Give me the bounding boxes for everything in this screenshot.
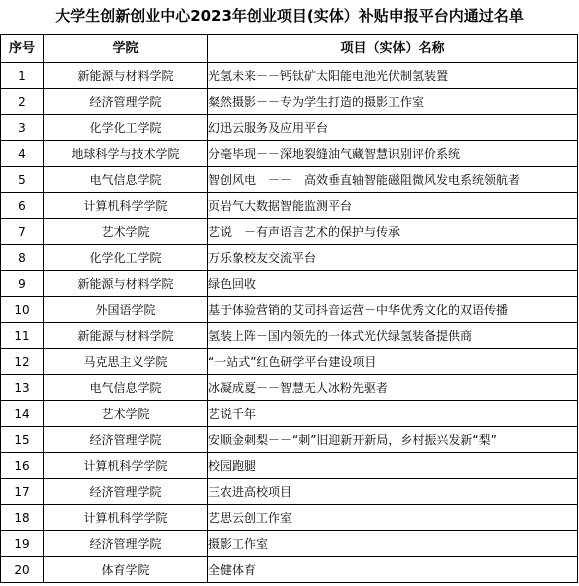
row-college: 计算机科学学院 — [44, 505, 208, 531]
table-row — [1, 323, 578, 349]
row-no: 20 — [1, 557, 44, 583]
row-college: 电气信息学院 — [44, 375, 208, 401]
row-project: 万乐象校友交流平台 — [208, 245, 578, 271]
row-project: 三农进高校项目 — [208, 479, 578, 505]
row-project: 冰凝成夏－－智慧无人冰粉先驱者 — [208, 375, 578, 401]
row-college: 马克思主义学院 — [44, 349, 208, 375]
row-no: 7 — [1, 219, 44, 245]
row-no: 3 — [1, 115, 44, 141]
table-row — [1, 141, 578, 167]
table-row — [1, 505, 578, 531]
row-college: 体育学院 — [44, 557, 208, 583]
row-project: 艺说 －有声语言艺术的保护与传承 — [208, 219, 578, 245]
row-college: 电气信息学院 — [44, 167, 208, 193]
row-project: 分毫毕现－－深地裂缝油气藏智慧识别评价系统 — [208, 141, 578, 167]
row-college: 新能源与材料学院 — [44, 323, 208, 349]
table-row — [1, 219, 578, 245]
row-no: 8 — [1, 245, 44, 271]
row-no: 16 — [1, 453, 44, 479]
table-row — [1, 115, 578, 141]
row-project: 全健体育 — [208, 557, 578, 583]
row-college: 外国语学院 — [44, 297, 208, 323]
table-header-row — [1, 35, 578, 63]
row-project: 氢装上阵－国内领先的一体式光伏绿氢装备提供商 — [208, 323, 578, 349]
table-row — [1, 427, 578, 453]
row-college: 经济管理学院 — [44, 531, 208, 557]
row-project: 页岩气大数据智能监测平台 — [208, 193, 578, 219]
row-college: 新能源与材料学院 — [44, 271, 208, 297]
table-row — [1, 531, 578, 557]
row-project: 光氢未来－－钙钛矿太阳能电池光伏制氢装置 — [208, 63, 578, 89]
table-row — [1, 453, 578, 479]
table-row — [1, 271, 578, 297]
row-project: “一站式”红色研学平台建设项目 — [208, 349, 578, 375]
row-college: 艺术学院 — [44, 219, 208, 245]
header-no: 序号 — [1, 35, 44, 63]
row-project: 艺思云创工作室 — [208, 505, 578, 531]
table-row — [1, 479, 578, 505]
document-title: 大学生创新创业中心2023年创业项目(实体）补贴申报平台内通过名单 — [55, 7, 524, 25]
table-row — [1, 245, 578, 271]
row-college: 地球科学与技术学院 — [44, 141, 208, 167]
row-college: 化学化工学院 — [44, 245, 208, 271]
table-row — [1, 375, 578, 401]
row-project: 基于体验营销的艾司抖音运营－中华优秀文化的双语传播 — [208, 297, 578, 323]
table-row — [1, 349, 578, 375]
row-college: 经济管理学院 — [44, 479, 208, 505]
row-no: 17 — [1, 479, 44, 505]
row-college: 艺术学院 — [44, 401, 208, 427]
approved-projects-table — [0, 34, 578, 583]
row-college: 化学化工学院 — [44, 115, 208, 141]
header-project: 项目（实体）名称 — [208, 35, 578, 63]
table-row — [1, 401, 578, 427]
table-row — [1, 557, 578, 583]
table-row — [1, 89, 578, 115]
row-no: 2 — [1, 89, 44, 115]
row-no: 5 — [1, 167, 44, 193]
row-no: 1 — [1, 63, 44, 89]
row-no: 4 — [1, 141, 44, 167]
row-college: 经济管理学院 — [44, 89, 208, 115]
row-college: 新能源与材料学院 — [44, 63, 208, 89]
table-body — [1, 63, 578, 583]
row-no: 11 — [1, 323, 44, 349]
row-project: 摄影工作室 — [208, 531, 578, 557]
row-no: 9 — [1, 271, 44, 297]
row-no: 12 — [1, 349, 44, 375]
row-project: 幻迅云服务及应用平台 — [208, 115, 578, 141]
row-project: 校园跑腿 — [208, 453, 578, 479]
table-row — [1, 167, 578, 193]
row-project: 安顺金刺梨－－“刺”旧迎新开新局，乡村振兴发新“梨” — [208, 427, 578, 453]
table-row — [1, 297, 578, 323]
header-college: 学院 — [44, 35, 208, 63]
row-no: 6 — [1, 193, 44, 219]
table-row — [1, 63, 578, 89]
row-project: 粲然摄影－－专为学生打造的摄影工作室 — [208, 89, 578, 115]
row-no: 14 — [1, 401, 44, 427]
row-project: 艺说千年 — [208, 401, 578, 427]
row-college: 计算机科学学院 — [44, 453, 208, 479]
row-no: 13 — [1, 375, 44, 401]
row-no: 19 — [1, 531, 44, 557]
row-no: 15 — [1, 427, 44, 453]
row-project: 智创风电 －－ 高效垂直轴智能磁阻微风发电系统领航者 — [208, 167, 578, 193]
table-row — [1, 193, 578, 219]
row-college: 经济管理学院 — [44, 427, 208, 453]
row-no: 18 — [1, 505, 44, 531]
row-no: 10 — [1, 297, 44, 323]
row-college: 计算机科学学院 — [44, 193, 208, 219]
row-project: 绿色回收 — [208, 271, 578, 297]
